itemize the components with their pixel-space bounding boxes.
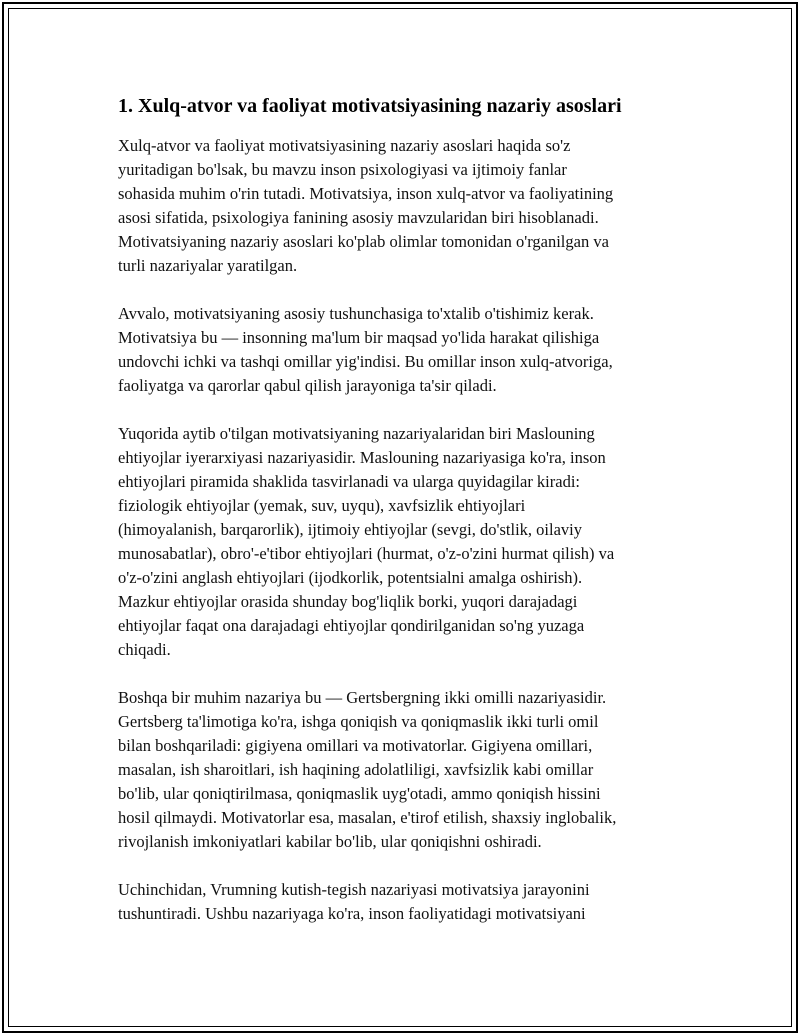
text-line: masalan, ish sharoitlari, ish haqining adolatliligi, xavfsizlik kabi omillar (118, 760, 594, 779)
document-content (118, 92, 678, 950)
text-line: yuritadigan bo'lsak, bu mavzu inson psixologiyasi va ijtimoiy fanlar (118, 160, 567, 179)
text-line: munosabatlar), obro'-e'tibor ehtiyojlari (hurmat, o'z-o'zini hurmat qilish) va (118, 544, 615, 563)
text-line: turli nazariyalar yaratilgan. (118, 256, 298, 275)
paragraph-intro (118, 134, 678, 278)
text-line: ehtiyojlar faqat ona darajadagi ehtiyojlar qondirilganidan so'ng yuzaga (118, 616, 585, 635)
text-line: hosil qilmaydi. Motivatorlar esa, masalan, e'tirof etilish, shaxsiy inglobalik, (118, 808, 617, 827)
text-line: Mazkur ehtiyojlar orasida shunday bog'liqlik borki, yuqori darajadagi (118, 592, 578, 611)
text-line: undovchi ichki va tashqi omillar yig'indisi. Bu omillar inson xulq-atvoriga, (118, 352, 613, 371)
text-line: Boshqa bir muhim nazariya bu — Gertsbergning ikki omilli nazariyasidir. (118, 688, 607, 707)
paragraph-maslow (118, 422, 678, 662)
text-line: Yuqorida aytib o'tilgan motivatsiyaning nazariyalaridan biri Maslouning (118, 424, 595, 443)
text-line: rivojlanish imkoniyatlari kabilar bo'lib, ular qoniqishni oshiradi. (118, 832, 542, 851)
section-title: 1. Xulq-atvor va faoliyat motivatsiyasining nazariy asoslari (118, 95, 622, 117)
text-line: faoliyatga va qarorlar qabul qilish jarayoniga ta'sir qiladi. (118, 376, 497, 395)
text-line: Motivatsiya bu — insonning ma'lum bir maqsad yo'lida harakat qilishiga (118, 328, 600, 347)
text-line: bo'lib, ular qoniqtirilmasa, qoniqmaslik uyg'otadi, ammo qoniqish hissini (118, 784, 601, 803)
paragraph-definition (118, 302, 678, 398)
text-line: Xulq-atvor va faoliyat motivatsiyasining nazariy asoslari haqida so'z (118, 136, 571, 155)
text-line: Uchinchidan, Vrumning kutish-tegish nazariyasi motivatsiya jarayonini (118, 880, 590, 899)
text-line: asosi sifatida, psixologiya fanining asosiy mavzularidan biri hisoblanadi. (118, 208, 599, 227)
text-line: tushuntiradi. Ushbu nazariyaga ko'ra, inson faoliyatidagi motivatsiyani (118, 904, 586, 923)
text-line: Motivatsiyaning nazariy asoslari ko'plab olimlar tomonidan o'rganilgan va (118, 232, 609, 251)
text-line: o'z-o'zini anglash ehtiyojlari (ijodkorlik, potentsialni amalga oshirish). (118, 568, 583, 587)
text-line: fiziologik ehtiyojlar (yemak, suv, uyqu), xavfsizlik ehtiyojlari (118, 496, 526, 515)
text-line: ehtiyojlari piramida shaklida tasvirlanadi va ularga quyidagilar kiradi: (118, 472, 581, 491)
text-line: (himoyalanish, barqarorlik), ijtimoiy ehtiyojlar (sevgi, do'stlik, oilaviy (118, 520, 582, 539)
text-line: Gertsberg ta'limotiga ko'ra, ishga qoniqish va qoniqmaslik ikki turli omil (118, 712, 599, 731)
paragraph-herzberg (118, 686, 678, 854)
text-line: sohasida muhim o'rin tutadi. Motivatsiya, inson xulq-atvor va faoliyatining (118, 184, 614, 203)
text-line: Avvalo, motivatsiyaning asosiy tushunchasiga to'xtalib o'tishimiz kerak. (118, 304, 594, 323)
text-line: bilan boshqariladi: gigiyena omillari va motivatorlar. Gigiyena omillari, (118, 736, 593, 755)
text-line: chiqadi. (118, 640, 171, 659)
text-line: ehtiyojlar iyerarxiyasi nazariyasidir. Maslouning nazariyasiga ko'ra, inson (118, 448, 606, 467)
paragraph-vroom (118, 878, 678, 926)
